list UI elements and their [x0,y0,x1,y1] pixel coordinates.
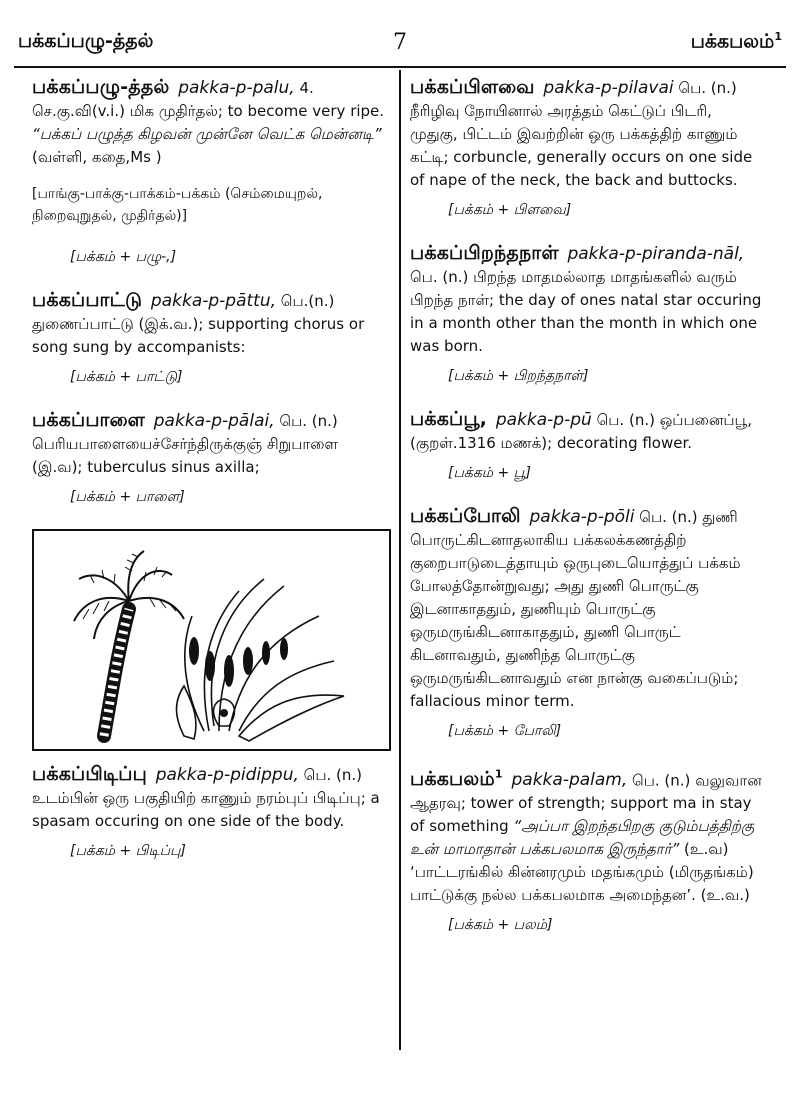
grammar-tag: பெ. (n.) [303,766,363,784]
etymology: [பக்கம் + பிறந்தநாள்] [448,368,589,384]
page-number: 7 [393,30,407,55]
quote-source: (வள்ளி, கதை,Ms ) [32,148,162,166]
dictionary-entry [410,242,762,358]
header-rule [14,66,786,68]
headword: பக்கபலம்$^1$ [410,768,503,791]
transliteration: pakka-palam, [511,770,628,791]
etymology: [பக்கம் + பிளவை] [448,202,572,218]
etymology: [பக்கம் + போலி] [448,723,562,739]
dictionary-entry [410,76,762,192]
etymology: [பக்கம் + பிடிப்பு] [70,843,186,859]
definition: நீரிழிவு நோயினால் அரத்தம் கெட்டுப் பிடரி, முதுகு, பிட்டம் இவற்றின் ஒரு பக்கத்திற் காணும் கட்டி; corbuncle, generally occurs on one side of nape of the neck, the back and buttocks. [410,102,753,189]
dictionary-entry [32,76,390,169]
definition: பெரியபாளையைச்சேர்ந்திருக்குஞ் சிறுபாளை (இ.வ); tuberculus sinus axilla; [32,435,338,476]
transliteration: pakka-p-pilavai [543,78,674,98]
etymology: [பக்கம் + பாட்டு] [70,369,183,385]
headword: பக்கப்பாளை [32,409,145,431]
headword: பக்கப்பிறந்தநாள் [410,242,559,264]
right-column [410,76,762,957]
headword: பக்கப்போலி [410,505,521,527]
headword: பக்கப்பாட்டு [32,289,143,311]
dictionary-entry [32,763,390,833]
etymology: [பக்கம் + பூ] [448,465,531,481]
etymology: [பக்கம் + பழு-,] [70,249,177,265]
palm-tree-icon [34,531,389,749]
dictionary-entry [410,408,762,455]
transliteration: pakka-p-pidippu, [155,765,299,785]
grammar-tag: பெ. (n.) [678,79,737,97]
left-column [32,76,390,883]
page-header [14,24,786,60]
definition: பிறந்த மாதமல்லாத மாதங்களில் வரும் பிறந்த நாள்; the day of ones natal star occuring in a month other than the month in which one was born. [410,268,762,355]
etymology-note: [பாங்கு-பாக்கு-பாக்கம்-பக்கம் (செம்மையுறல், நிறைவுறுதல், முதிர்தல்)] [32,186,323,224]
definition: வலுவான ஆதரவு; tower of strength; support ma in stay of something [410,771,762,836]
headword: பக்கப்பூ, [410,408,488,430]
grammar-tag: பெ.(n.) [280,292,335,310]
definition: ஒப்பனைப்பூ, (குறள்.1316 மணக்); decorating flower. [410,411,752,452]
transliteration: pakka-p-palu, [178,78,295,98]
column-divider [399,70,401,1050]
usage-quote: “அப்பா இறந்தபிறகு குடும்பத்திற்கு உன் மாமாதான் பக்கபலமாக இருந்தார்” [410,817,755,859]
transliteration: pakka-p-pālai, [153,411,275,431]
usage-quote: “பக்கப் பழுத்த கிழவன் முன்னே வெட்க மென்னடி” [32,125,382,143]
headword: பக்கப்பழு-த்தல் [32,76,170,98]
grammar-tag: பெ. (n.) [410,268,469,286]
headword: பக்கப்பிடிப்பு [32,763,147,785]
grammar-tag: பெ. (n.) [596,411,655,429]
etymology: [பக்கம் + பாளை] [70,489,185,505]
dictionary-entry [32,409,390,479]
grammar-tag: பெ. (n.) [632,771,691,790]
definition: துணி பொருட்கிடனாதலாகிய பக்கலக்கணத்திற் குறைபாடுடைத்தாயும் ஒருபுடையொத்துப் பக்கம் போலத்தோன்றுவது; அது துணி பொருட்கு இடனாகாததும், துணியும் பொருட்கு ஒருமருங்கிடனாகாததும், துணி பொருட் கிடனாவதும், துணிந்த பொருட்கு ஒருமருங்கிடனாவதும் என நான்கு வகைப்படும்; fallacious minor term. [410,508,741,710]
grammar-tag: பெ. (n.) [639,508,698,526]
transliteration: pakka-p-piranda-nāl, [567,244,745,264]
header-first-word: பக்கப்பழு-த்தல் [18,30,154,52]
transliteration: pakka-p-pōli [529,507,635,527]
dictionary-entry [410,505,762,713]
transliteration: pakka-p-pāttu, [150,291,277,311]
header-last-word: பக்கபலம்$^1$ [690,30,782,53]
etymology: [பக்கம் + பலம்] [448,917,553,934]
dictionary-entry [32,289,390,359]
palm-illustration [32,529,391,751]
usage-example: (உ.வ) ‘பாட்டரங்கில் கின்னரமும் மதங்கமும் (மிருதங்கம்) பாட்டுக்கு நல்ல பக்கபலமாக அமைந்தன’. (உ.வ.) [410,840,754,905]
grammar-tag: 4. [299,79,314,97]
grammar-tag: பெ. (n.) [279,412,338,430]
definition: உடம்பின் ஒரு பகுதியிற் காணும் நரம்புப் பிடிப்பு; a spasam occuring on one side of the body. [32,789,380,830]
headword: பக்கப்பிளவை [410,76,535,98]
dictionary-entry [410,763,762,907]
transliteration: pakka-p-pū [495,410,592,430]
definition: செ.கு.வி(v.i.) மிக முதிர்தல்; to become very ripe. [32,102,385,120]
definition: துணைப்பாட்டு (இக்.வ.); supporting chorus or song sung by accompanists: [32,315,365,356]
